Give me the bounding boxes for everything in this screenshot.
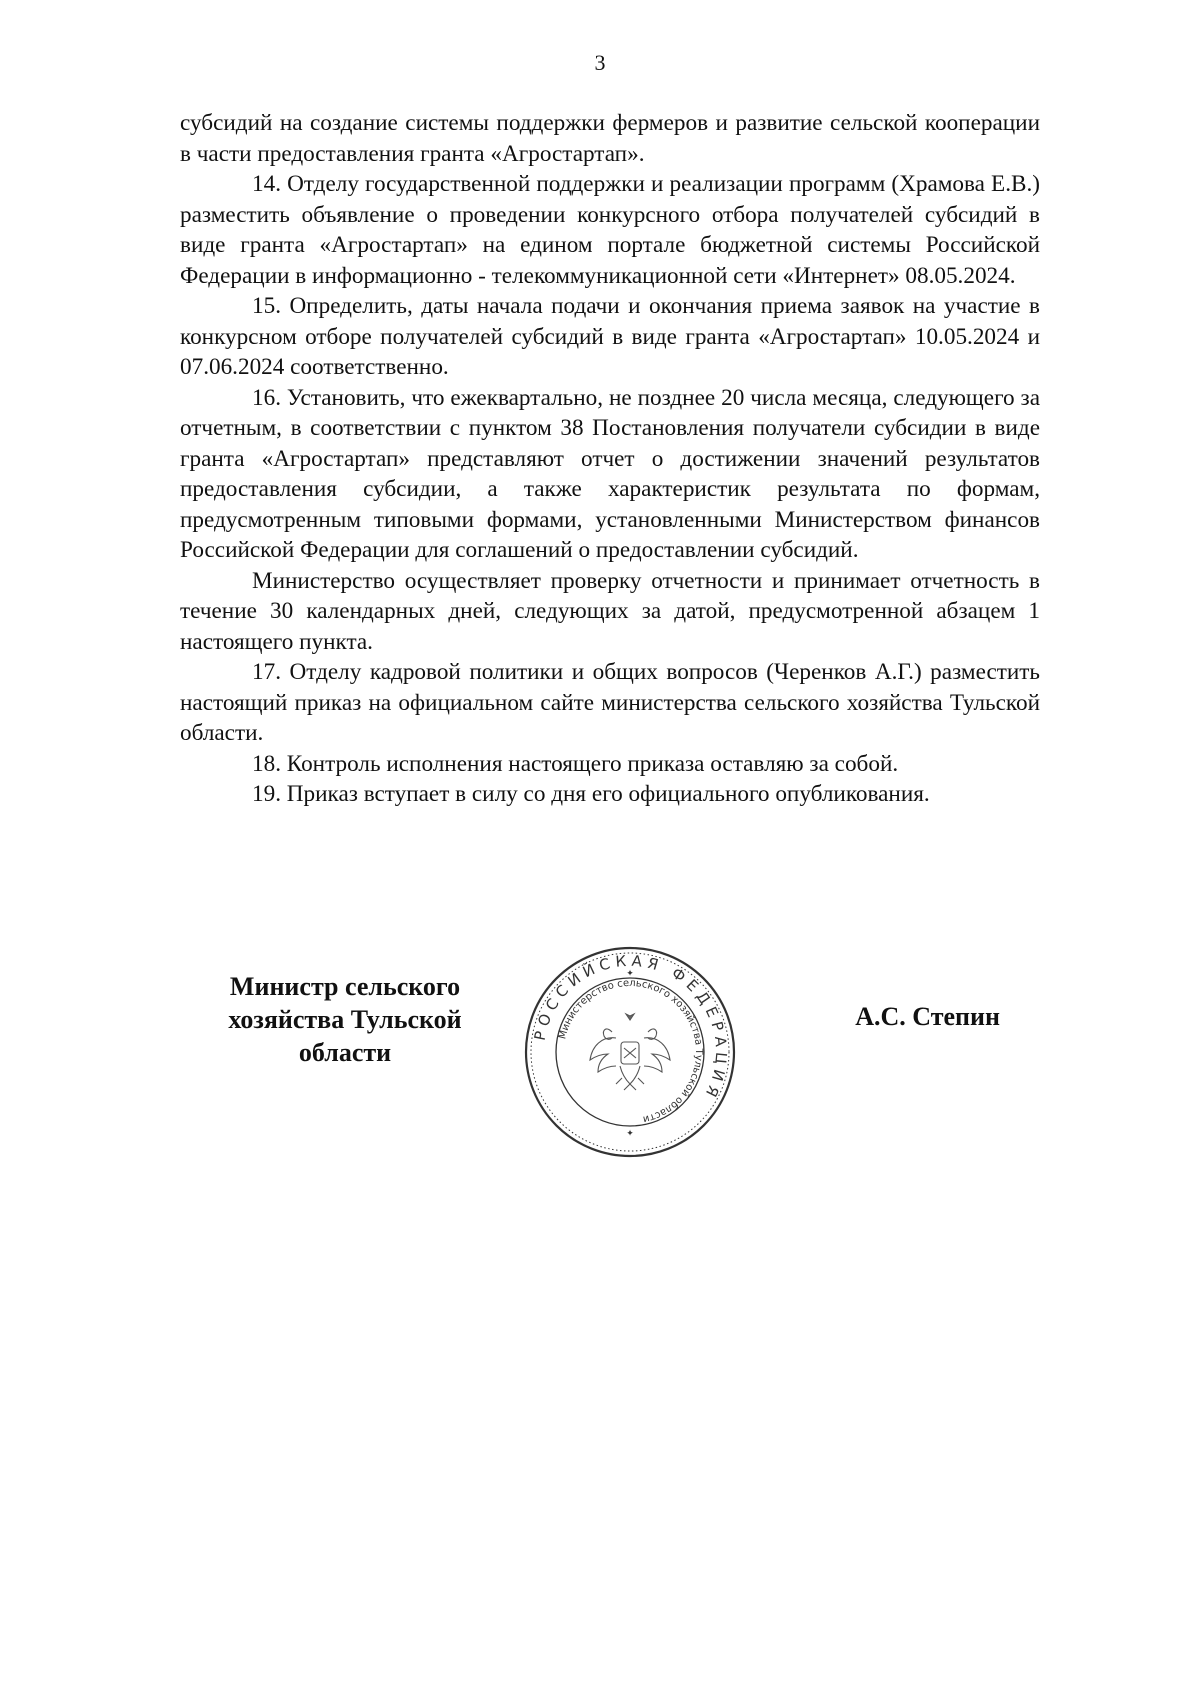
official-seal [520,942,740,1162]
signatory-title [210,970,480,1069]
signature-block [180,951,1040,1160]
document-body [180,108,1040,810]
signatory-title-line: Министр сельского [229,972,461,1001]
svg-text:✦: ✦ [626,1129,634,1139]
paragraph-item-16: 16. Установить, что ежеквартально, не позднее 20 числа месяца, следующего за отчетным, в соответствии с пунктом 38 Постановления получатели субсидии в виде гранта «Агростартап» представляют отчет о достижении значений результатов предоставления субсидии, а также характеристик результата по формам, предусмотренным типовыми формами, установленными Министерством финансов Российской Федерации для соглашений о предоставлении субсидий. [180,384,1040,563]
signatory-title-line: области [298,1038,392,1067]
svg-text:✦: ✦ [626,969,634,979]
official-seal-graphic [520,942,740,1162]
paragraph-continuation: субсидий на создание системы поддержки фермеров и развитие сельской кооперации в части предоставления гранта «Агростартап». [180,110,1040,167]
page-number: 3 [594,50,606,75]
seal-inner-text [557,978,704,1125]
signatory-name: А.С. Степин [855,1002,1000,1031]
paragraph-item-14: 14. Отделу государственной поддержки и реализации программ (Храмова Е.В.) разместить объявление о проведении конкурсного отбора получателей субсидий в виде гранта «Агростартап» на едином портале бюджетной системы Российской Федерации в информационно - телекоммуникационной сети «Интернет» 08.05.2024. [180,171,1040,289]
paragraph-item-15: 15. Определить, даты начала подачи и окончания приема заявок на участие в конкурсном отборе получателей субсидий в виде гранта «Агростартап» 10.05.2024 и 07.06.2024 соответственно. [180,293,1040,380]
paragraph-item-18: 18. Контроль исполнения настоящего приказа оставляю за собой. [252,750,899,777]
seal-inner-textpath: Министерство сельского хозяйства Тульской области [557,977,705,1125]
double-headed-eagle-icon [590,1014,670,1090]
seal-outer-textpath: РОССИЙСКАЯ ФЕДЕРАЦИЯ [530,951,731,1105]
paragraph-item-17: 17. Отделу кадровой политики и общих вопросов (Черенков А.Г.) разместить настоящий приказ на официальном сайте министерства сельского хозяйства Тульской области. [180,659,1040,746]
paragraph-item-19: 19. Приказ вступает в силу со дня его официального опубликования. [252,781,930,807]
signatory-title-line: хозяйства Тульской [228,1005,462,1034]
paragraph-item-16-part-2: Министерство осуществляет проверку отчетности и принимает отчетность в течение 30 календарных дней, следующих за датой, предусмотренной абзацем 1 настоящего пункта. [180,567,1040,655]
